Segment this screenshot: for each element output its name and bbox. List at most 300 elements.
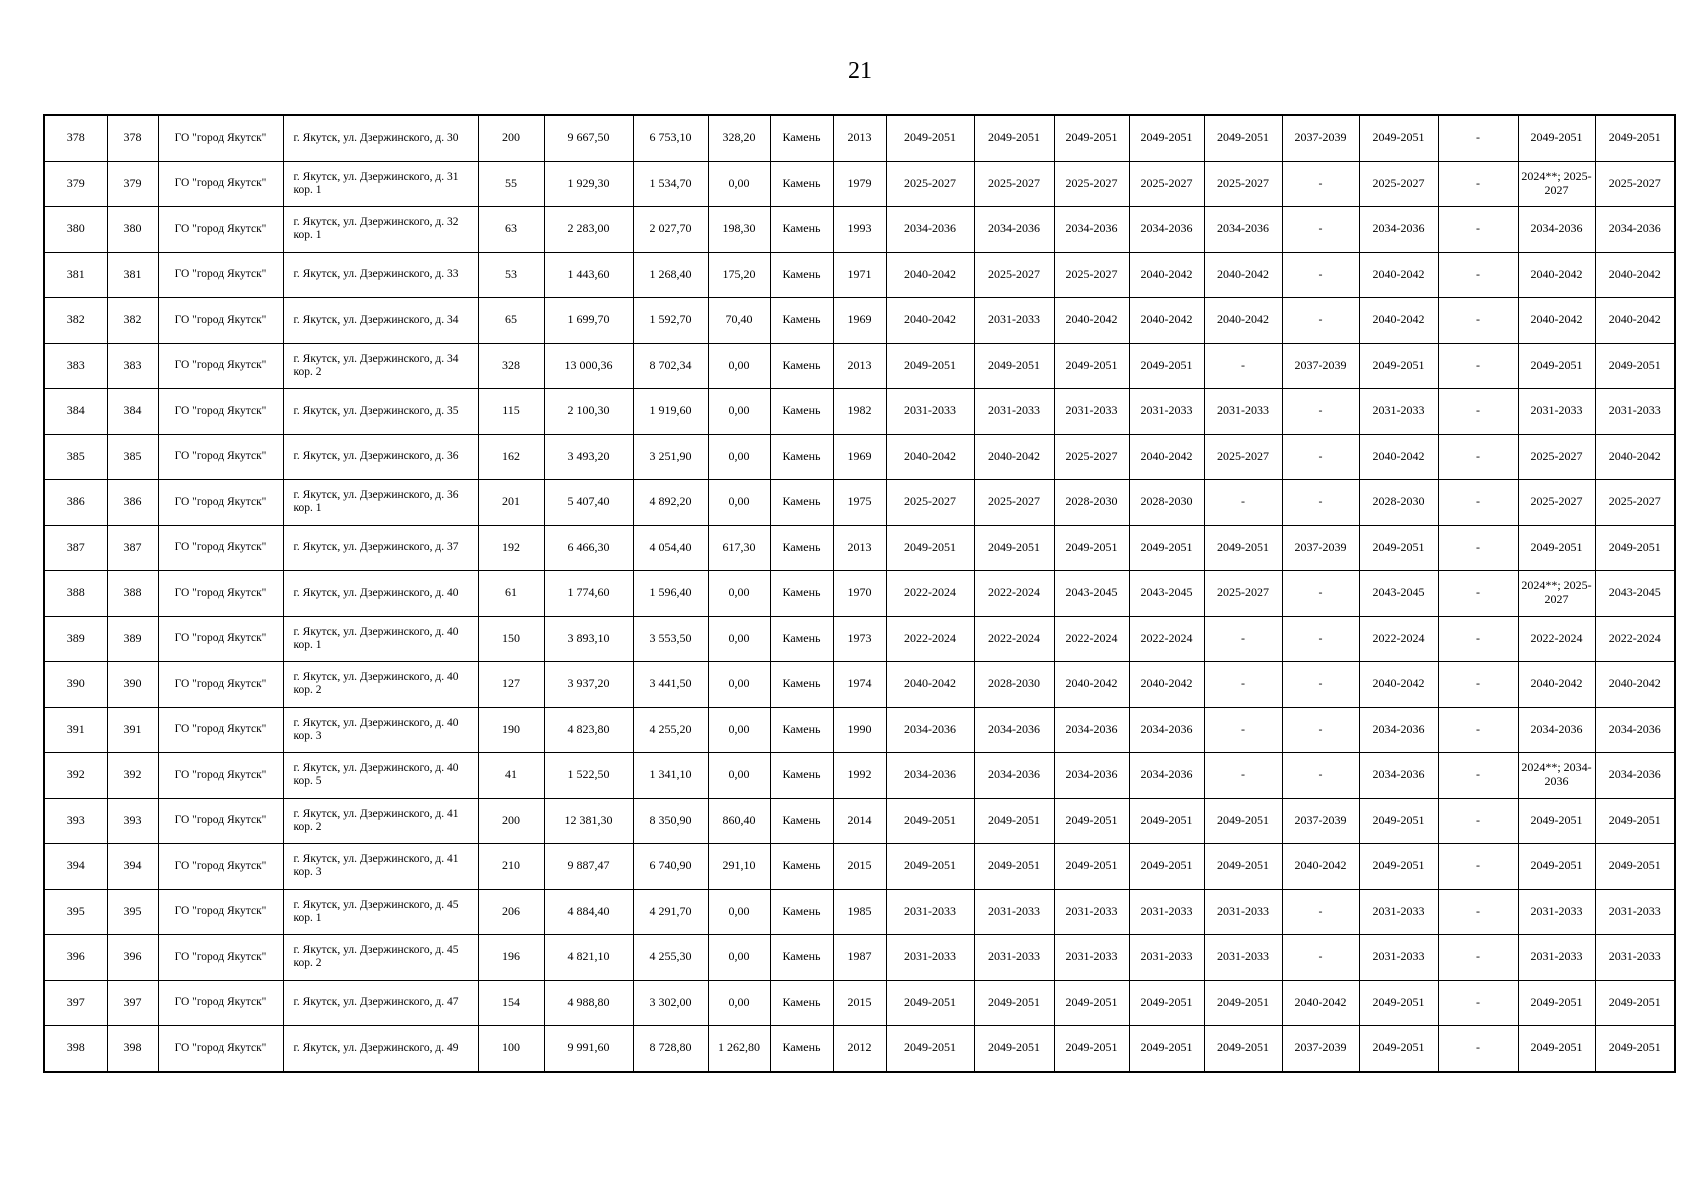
cell-residents: 63 — [478, 207, 544, 253]
cell-work-period-2: 2034-2036 — [974, 753, 1054, 799]
cell-address: г. Якутск, ул. Дзержинского, д. 30 — [283, 115, 478, 161]
cell-commissioning-year: 2013 — [833, 115, 886, 161]
cell-work-period-2: 2025-2027 — [974, 252, 1054, 298]
cell-address: г. Якутск, ул. Дзержинского, д. 40 кор. 5 — [283, 753, 478, 799]
cell-work-period-2: 2031-2033 — [974, 389, 1054, 435]
cell-wall-material: Камень — [770, 935, 833, 981]
cell-work-period-4: 2049-2051 — [1129, 1026, 1204, 1072]
cell-nonresidential-area: 0,00 — [708, 434, 770, 480]
cell-commissioning-year: 2014 — [833, 798, 886, 844]
table-row — [44, 252, 1675, 298]
cell-work-period-6: - — [1282, 889, 1359, 935]
cell-work-period-1: 2034-2036 — [886, 753, 974, 799]
cell-address: г. Якутск, ул. Дзержинского, д. 33 — [283, 252, 478, 298]
cell-residents: 53 — [478, 252, 544, 298]
cell-wall-material: Камень — [770, 571, 833, 617]
cell-total-area: 1 522,50 — [544, 753, 633, 799]
cell-living-area: 1 341,10 — [633, 753, 708, 799]
cell-work-period-1: 2049-2051 — [886, 343, 974, 389]
cell-work-period-2: 2049-2051 — [974, 798, 1054, 844]
cell-work-period-10: 2031-2033 — [1595, 935, 1675, 981]
cell-work-period-5: 2049-2051 — [1204, 115, 1282, 161]
cell-address: г. Якутск, ул. Дзержинского, д. 49 — [283, 1026, 478, 1072]
cell-registry-number: 390 — [107, 662, 158, 708]
cell-work-period-9: 2049-2051 — [1518, 980, 1595, 1026]
cell-row-number: 383 — [44, 343, 107, 389]
cell-work-period-8: - — [1438, 662, 1518, 708]
cell-total-area: 13 000,36 — [544, 343, 633, 389]
cell-work-period-9: 2031-2033 — [1518, 889, 1595, 935]
cell-work-period-8: - — [1438, 889, 1518, 935]
cell-work-period-7: 2049-2051 — [1359, 1026, 1438, 1072]
cell-wall-material: Камень — [770, 707, 833, 753]
cell-residents: 61 — [478, 571, 544, 617]
cell-work-period-4: 2049-2051 — [1129, 844, 1204, 890]
cell-commissioning-year: 2013 — [833, 525, 886, 571]
cell-nonresidential-area: 0,00 — [708, 161, 770, 207]
cell-work-period-3: 2040-2042 — [1054, 662, 1129, 708]
cell-wall-material: Камень — [770, 889, 833, 935]
cell-work-period-8: - — [1438, 1026, 1518, 1072]
cell-work-period-10: 2049-2051 — [1595, 980, 1675, 1026]
cell-living-area: 1 592,70 — [633, 298, 708, 344]
cell-commissioning-year: 1993 — [833, 207, 886, 253]
cell-work-period-7: 2049-2051 — [1359, 343, 1438, 389]
page-number: 21 — [848, 58, 872, 84]
cell-work-period-4: 2049-2051 — [1129, 343, 1204, 389]
cell-work-period-7: 2028-2030 — [1359, 480, 1438, 526]
cell-work-period-7: 2040-2042 — [1359, 662, 1438, 708]
cell-wall-material: Камень — [770, 525, 833, 571]
cell-row-number: 390 — [44, 662, 107, 708]
cell-living-area: 4 255,30 — [633, 935, 708, 981]
cell-work-period-7: 2031-2033 — [1359, 889, 1438, 935]
cell-work-period-6: - — [1282, 616, 1359, 662]
cell-municipality: ГО "город Якутск" — [158, 571, 283, 617]
cell-address: г. Якутск, ул. Дзержинского, д. 35 — [283, 389, 478, 435]
cell-total-area: 4 884,40 — [544, 889, 633, 935]
table-row — [44, 616, 1675, 662]
cell-registry-number: 392 — [107, 753, 158, 799]
cell-commissioning-year: 2013 — [833, 343, 886, 389]
cell-wall-material: Камень — [770, 252, 833, 298]
cell-registry-number: 393 — [107, 798, 158, 844]
cell-work-period-7: 2049-2051 — [1359, 525, 1438, 571]
table-row — [44, 980, 1675, 1026]
cell-work-period-6: - — [1282, 389, 1359, 435]
cell-work-period-6: 2037-2039 — [1282, 525, 1359, 571]
cell-work-period-8: - — [1438, 480, 1518, 526]
cell-work-period-3: 2028-2030 — [1054, 480, 1129, 526]
cell-wall-material: Камень — [770, 207, 833, 253]
cell-work-period-10: 2049-2051 — [1595, 1026, 1675, 1072]
cell-work-period-5: - — [1204, 662, 1282, 708]
cell-commissioning-year: 2012 — [833, 1026, 886, 1072]
cell-work-period-1: 2034-2036 — [886, 707, 974, 753]
cell-nonresidential-area: 860,40 — [708, 798, 770, 844]
cell-work-period-5: 2031-2033 — [1204, 389, 1282, 435]
cell-work-period-6: 2037-2039 — [1282, 343, 1359, 389]
cell-work-period-2: 2025-2027 — [974, 161, 1054, 207]
cell-commissioning-year: 2015 — [833, 980, 886, 1026]
cell-work-period-10: 2034-2036 — [1595, 753, 1675, 799]
cell-work-period-8: - — [1438, 571, 1518, 617]
cell-residents: 55 — [478, 161, 544, 207]
cell-registry-number: 394 — [107, 844, 158, 890]
table-row — [44, 1026, 1675, 1072]
cell-commissioning-year: 1979 — [833, 161, 886, 207]
cell-residents: 65 — [478, 298, 544, 344]
cell-row-number: 393 — [44, 798, 107, 844]
cell-work-period-10: 2025-2027 — [1595, 480, 1675, 526]
cell-work-period-4: 2049-2051 — [1129, 798, 1204, 844]
cell-nonresidential-area: 0,00 — [708, 662, 770, 708]
cell-commissioning-year: 1973 — [833, 616, 886, 662]
cell-municipality: ГО "город Якутск" — [158, 753, 283, 799]
cell-municipality: ГО "город Якутск" — [158, 935, 283, 981]
cell-work-period-2: 2031-2033 — [974, 298, 1054, 344]
cell-wall-material: Камень — [770, 1026, 833, 1072]
cell-total-area: 1 774,60 — [544, 571, 633, 617]
cell-work-period-3: 2049-2051 — [1054, 343, 1129, 389]
table-row — [44, 298, 1675, 344]
cell-work-period-3: 2031-2033 — [1054, 935, 1129, 981]
cell-total-area: 1 929,30 — [544, 161, 633, 207]
cell-work-period-6: - — [1282, 207, 1359, 253]
cell-total-area: 1 443,60 — [544, 252, 633, 298]
cell-work-period-7: 2043-2045 — [1359, 571, 1438, 617]
cell-total-area: 4 821,10 — [544, 935, 633, 981]
cell-work-period-9: 2024**; 2025-2027 — [1518, 161, 1595, 207]
cell-living-area: 6 740,90 — [633, 844, 708, 890]
cell-work-period-9: 2031-2033 — [1518, 389, 1595, 435]
cell-work-period-1: 2031-2033 — [886, 389, 974, 435]
cell-residents: 150 — [478, 616, 544, 662]
cell-work-period-7: 2049-2051 — [1359, 798, 1438, 844]
cell-nonresidential-area: 0,00 — [708, 889, 770, 935]
cell-registry-number: 381 — [107, 252, 158, 298]
cell-work-period-1: 2040-2042 — [886, 298, 974, 344]
cell-work-period-9: 2040-2042 — [1518, 662, 1595, 708]
cell-work-period-2: 2049-2051 — [974, 1026, 1054, 1072]
cell-row-number: 379 — [44, 161, 107, 207]
cell-address: г. Якутск, ул. Дзержинского, д. 34 кор. 2 — [283, 343, 478, 389]
cell-work-period-4: 2043-2045 — [1129, 571, 1204, 617]
cell-work-period-6: - — [1282, 571, 1359, 617]
cell-nonresidential-area: 70,40 — [708, 298, 770, 344]
cell-work-period-8: - — [1438, 207, 1518, 253]
cell-address: г. Якутск, ул. Дзержинского, д. 32 кор. 1 — [283, 207, 478, 253]
cell-municipality: ГО "город Якутск" — [158, 980, 283, 1026]
cell-work-period-5: 2049-2051 — [1204, 844, 1282, 890]
table-row — [44, 844, 1675, 890]
cell-work-period-10: 2049-2051 — [1595, 798, 1675, 844]
cell-work-period-8: - — [1438, 343, 1518, 389]
cell-work-period-5: 2049-2051 — [1204, 525, 1282, 571]
cell-registry-number: 397 — [107, 980, 158, 1026]
cell-work-period-2: 2031-2033 — [974, 889, 1054, 935]
cell-work-period-3: 2034-2036 — [1054, 707, 1129, 753]
cell-work-period-9: 2034-2036 — [1518, 707, 1595, 753]
cell-work-period-3: 2049-2051 — [1054, 844, 1129, 890]
cell-address: г. Якутск, ул. Дзержинского, д. 45 кор. 2 — [283, 935, 478, 981]
cell-nonresidential-area: 0,00 — [708, 480, 770, 526]
cell-residents: 210 — [478, 844, 544, 890]
cell-work-period-7: 2034-2036 — [1359, 753, 1438, 799]
cell-nonresidential-area: 0,00 — [708, 571, 770, 617]
cell-work-period-6: 2037-2039 — [1282, 115, 1359, 161]
cell-registry-number: 395 — [107, 889, 158, 935]
cell-residents: 200 — [478, 798, 544, 844]
cell-work-period-1: 2049-2051 — [886, 1026, 974, 1072]
cell-nonresidential-area: 0,00 — [708, 980, 770, 1026]
cell-residents: 41 — [478, 753, 544, 799]
cell-row-number: 392 — [44, 753, 107, 799]
cell-address: г. Якутск, ул. Дзержинского, д. 45 кор. 1 — [283, 889, 478, 935]
table-row — [44, 753, 1675, 799]
cell-row-number: 395 — [44, 889, 107, 935]
cell-work-period-3: 2049-2051 — [1054, 980, 1129, 1026]
cell-commissioning-year: 1982 — [833, 389, 886, 435]
cell-work-period-1: 2031-2033 — [886, 935, 974, 981]
cell-registry-number: 383 — [107, 343, 158, 389]
cell-total-area: 9 667,50 — [544, 115, 633, 161]
cell-living-area: 4 054,40 — [633, 525, 708, 571]
cell-commissioning-year: 2015 — [833, 844, 886, 890]
cell-work-period-2: 2049-2051 — [974, 343, 1054, 389]
cell-living-area: 1 268,40 — [633, 252, 708, 298]
cell-work-period-10: 2031-2033 — [1595, 889, 1675, 935]
cell-work-period-5: 2025-2027 — [1204, 571, 1282, 617]
cell-work-period-5: - — [1204, 707, 1282, 753]
cell-row-number: 391 — [44, 707, 107, 753]
table-row — [44, 889, 1675, 935]
cell-work-period-9: 2049-2051 — [1518, 1026, 1595, 1072]
cell-work-period-10: 2034-2036 — [1595, 207, 1675, 253]
cell-address: г. Якутск, ул. Дзержинского, д. 41 кор. 3 — [283, 844, 478, 890]
housing-register-table — [43, 114, 1676, 1073]
cell-work-period-4: 2049-2051 — [1129, 525, 1204, 571]
cell-residents: 206 — [478, 889, 544, 935]
cell-work-period-10: 2040-2042 — [1595, 298, 1675, 344]
cell-work-period-1: 2040-2042 — [886, 434, 974, 480]
cell-commissioning-year: 1974 — [833, 662, 886, 708]
cell-work-period-8: - — [1438, 115, 1518, 161]
cell-residents: 192 — [478, 525, 544, 571]
cell-work-period-5: - — [1204, 616, 1282, 662]
cell-work-period-6: 2040-2042 — [1282, 844, 1359, 890]
cell-work-period-7: 2034-2036 — [1359, 707, 1438, 753]
cell-address: г. Якутск, ул. Дзержинского, д. 36 — [283, 434, 478, 480]
cell-work-period-1: 2049-2051 — [886, 525, 974, 571]
cell-work-period-3: 2031-2033 — [1054, 889, 1129, 935]
cell-work-period-2: 2031-2033 — [974, 935, 1054, 981]
cell-municipality: ГО "город Якутск" — [158, 298, 283, 344]
cell-work-period-9: 2024**; 2025-2027 — [1518, 571, 1595, 617]
cell-work-period-9: 2040-2042 — [1518, 252, 1595, 298]
cell-registry-number: 382 — [107, 298, 158, 344]
cell-work-period-4: 2034-2036 — [1129, 753, 1204, 799]
cell-work-period-3: 2040-2042 — [1054, 298, 1129, 344]
cell-work-period-5: - — [1204, 480, 1282, 526]
cell-work-period-2: 2025-2027 — [974, 480, 1054, 526]
cell-residents: 328 — [478, 343, 544, 389]
cell-work-period-4: 2031-2033 — [1129, 389, 1204, 435]
cell-work-period-8: - — [1438, 161, 1518, 207]
cell-work-period-10: 2049-2051 — [1595, 844, 1675, 890]
cell-nonresidential-area: 175,20 — [708, 252, 770, 298]
cell-work-period-1: 2049-2051 — [886, 798, 974, 844]
cell-work-period-4: 2031-2033 — [1129, 889, 1204, 935]
cell-work-period-9: 2040-2042 — [1518, 298, 1595, 344]
cell-row-number: 378 — [44, 115, 107, 161]
cell-work-period-4: 2022-2024 — [1129, 616, 1204, 662]
cell-total-area: 6 466,30 — [544, 525, 633, 571]
cell-work-period-1: 2049-2051 — [886, 844, 974, 890]
cell-work-period-7: 2049-2051 — [1359, 115, 1438, 161]
cell-nonresidential-area: 0,00 — [708, 935, 770, 981]
cell-work-period-2: 2049-2051 — [974, 115, 1054, 161]
cell-work-period-6: - — [1282, 434, 1359, 480]
cell-living-area: 3 302,00 — [633, 980, 708, 1026]
cell-row-number: 385 — [44, 434, 107, 480]
cell-living-area: 8 728,80 — [633, 1026, 708, 1072]
cell-work-period-2: 2022-2024 — [974, 571, 1054, 617]
cell-registry-number: 378 — [107, 115, 158, 161]
cell-work-period-4: 2031-2033 — [1129, 935, 1204, 981]
table-row — [44, 662, 1675, 708]
cell-work-period-5: 2034-2036 — [1204, 207, 1282, 253]
cell-municipality: ГО "город Якутск" — [158, 525, 283, 571]
cell-residents: 100 — [478, 1026, 544, 1072]
cell-work-period-6: - — [1282, 298, 1359, 344]
cell-work-period-6: - — [1282, 707, 1359, 753]
cell-registry-number: 388 — [107, 571, 158, 617]
cell-living-area: 6 753,10 — [633, 115, 708, 161]
cell-work-period-4: 2028-2030 — [1129, 480, 1204, 526]
cell-row-number: 386 — [44, 480, 107, 526]
cell-row-number: 388 — [44, 571, 107, 617]
cell-wall-material: Камень — [770, 798, 833, 844]
cell-work-period-8: - — [1438, 707, 1518, 753]
cell-work-period-3: 2034-2036 — [1054, 207, 1129, 253]
cell-commissioning-year: 1975 — [833, 480, 886, 526]
cell-total-area: 12 381,30 — [544, 798, 633, 844]
table-row — [44, 343, 1675, 389]
cell-row-number: 387 — [44, 525, 107, 571]
cell-work-period-5: 2025-2027 — [1204, 434, 1282, 480]
cell-total-area: 2 283,00 — [544, 207, 633, 253]
cell-work-period-3: 2049-2051 — [1054, 525, 1129, 571]
cell-nonresidential-area: 291,10 — [708, 844, 770, 890]
cell-row-number: 397 — [44, 980, 107, 1026]
cell-address: г. Якутск, ул. Дзержинского, д. 37 — [283, 525, 478, 571]
cell-work-period-7: 2049-2051 — [1359, 980, 1438, 1026]
cell-commissioning-year: 1969 — [833, 298, 886, 344]
cell-work-period-4: 2049-2051 — [1129, 115, 1204, 161]
cell-work-period-7: 2040-2042 — [1359, 434, 1438, 480]
cell-work-period-3: 2043-2045 — [1054, 571, 1129, 617]
cell-municipality: ГО "город Якутск" — [158, 434, 283, 480]
cell-work-period-7: 2040-2042 — [1359, 252, 1438, 298]
cell-work-period-8: - — [1438, 753, 1518, 799]
cell-total-area: 4 988,80 — [544, 980, 633, 1026]
cell-wall-material: Камень — [770, 343, 833, 389]
cell-registry-number: 385 — [107, 434, 158, 480]
table-row — [44, 707, 1675, 753]
cell-residents: 162 — [478, 434, 544, 480]
cell-work-period-9: 2049-2051 — [1518, 798, 1595, 844]
cell-residents: 196 — [478, 935, 544, 981]
cell-wall-material: Камень — [770, 616, 833, 662]
cell-municipality: ГО "город Якутск" — [158, 844, 283, 890]
cell-work-period-1: 2049-2051 — [886, 115, 974, 161]
cell-living-area: 3 251,90 — [633, 434, 708, 480]
cell-work-period-2: 2034-2036 — [974, 707, 1054, 753]
cell-commissioning-year: 1970 — [833, 571, 886, 617]
cell-address: г. Якутск, ул. Дзержинского, д. 31 кор. 1 — [283, 161, 478, 207]
cell-nonresidential-area: 1 262,80 — [708, 1026, 770, 1072]
cell-work-period-10: 2049-2051 — [1595, 115, 1675, 161]
cell-registry-number: 398 — [107, 1026, 158, 1072]
cell-commissioning-year: 1969 — [833, 434, 886, 480]
table-row — [44, 161, 1675, 207]
cell-living-area: 2 027,70 — [633, 207, 708, 253]
cell-municipality: ГО "город Якутск" — [158, 161, 283, 207]
cell-work-period-10: 2040-2042 — [1595, 662, 1675, 708]
cell-wall-material: Камень — [770, 662, 833, 708]
cell-address: г. Якутск, ул. Дзержинского, д. 34 — [283, 298, 478, 344]
cell-address: г. Якутск, ул. Дзержинского, д. 40 кор. 3 — [283, 707, 478, 753]
cell-commissioning-year: 1971 — [833, 252, 886, 298]
cell-municipality: ГО "город Якутск" — [158, 389, 283, 435]
cell-work-period-1: 2040-2042 — [886, 252, 974, 298]
cell-work-period-5: 2040-2042 — [1204, 252, 1282, 298]
cell-work-period-10: 2022-2024 — [1595, 616, 1675, 662]
cell-work-period-8: - — [1438, 935, 1518, 981]
cell-work-period-1: 2025-2027 — [886, 480, 974, 526]
cell-work-period-9: 2034-2036 — [1518, 207, 1595, 253]
cell-total-area: 9 991,60 — [544, 1026, 633, 1072]
cell-living-area: 4 892,20 — [633, 480, 708, 526]
cell-registry-number: 389 — [107, 616, 158, 662]
cell-wall-material: Камень — [770, 480, 833, 526]
cell-work-period-5: 2049-2051 — [1204, 798, 1282, 844]
cell-work-period-4: 2040-2042 — [1129, 298, 1204, 344]
cell-work-period-9: 2025-2027 — [1518, 434, 1595, 480]
cell-work-period-6: - — [1282, 480, 1359, 526]
cell-total-area: 1 699,70 — [544, 298, 633, 344]
cell-total-area: 3 893,10 — [544, 616, 633, 662]
cell-work-period-3: 2025-2027 — [1054, 252, 1129, 298]
cell-work-period-9: 2025-2027 — [1518, 480, 1595, 526]
cell-row-number: 389 — [44, 616, 107, 662]
cell-work-period-5: - — [1204, 753, 1282, 799]
cell-registry-number: 387 — [107, 525, 158, 571]
cell-registry-number: 386 — [107, 480, 158, 526]
cell-work-period-1: 2040-2042 — [886, 662, 974, 708]
cell-registry-number: 384 — [107, 389, 158, 435]
cell-commissioning-year: 1987 — [833, 935, 886, 981]
cell-commissioning-year: 1992 — [833, 753, 886, 799]
cell-work-period-8: - — [1438, 616, 1518, 662]
cell-work-period-8: - — [1438, 434, 1518, 480]
cell-work-period-10: 2034-2036 — [1595, 707, 1675, 753]
cell-nonresidential-area: 0,00 — [708, 389, 770, 435]
cell-nonresidential-area: 198,30 — [708, 207, 770, 253]
cell-work-period-6: - — [1282, 662, 1359, 708]
cell-address: г. Якутск, ул. Дзержинского, д. 40 кор. 2 — [283, 662, 478, 708]
